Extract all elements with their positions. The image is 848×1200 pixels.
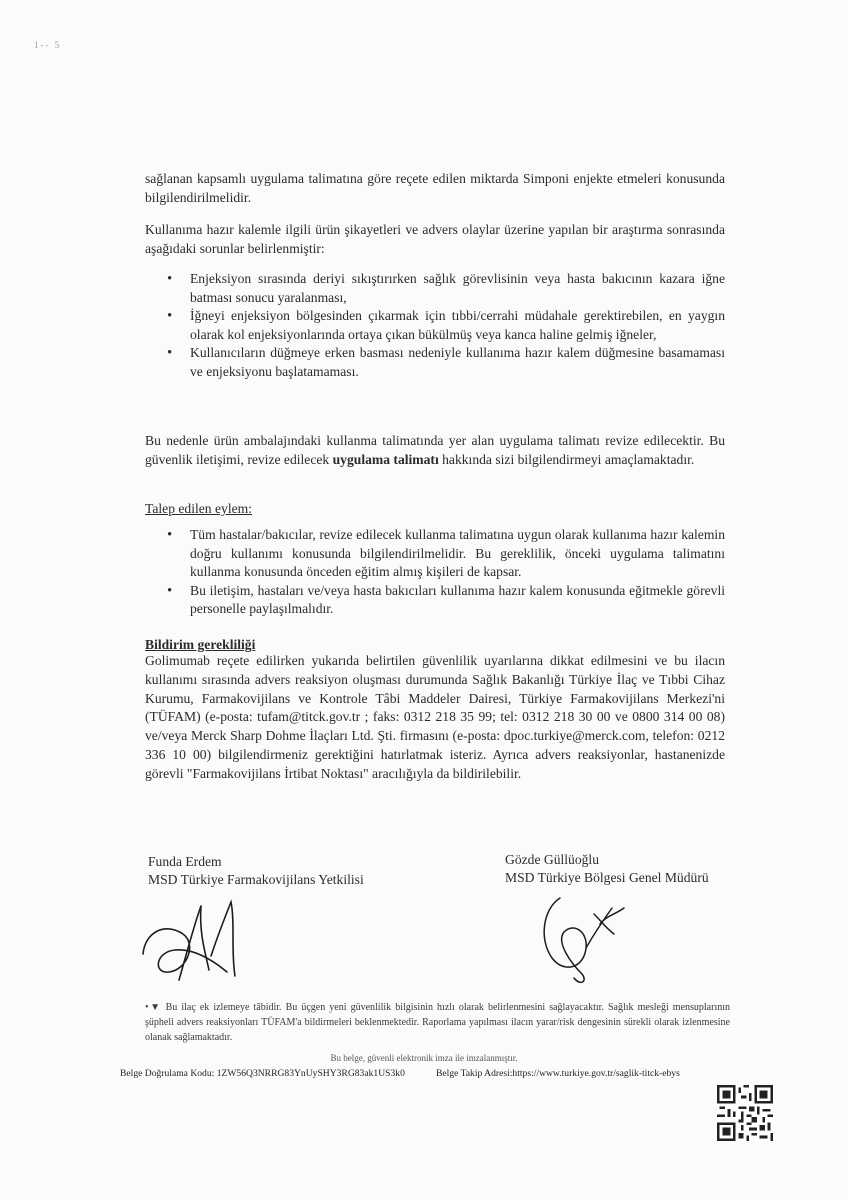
corner-mark: 1-- 5 (34, 40, 62, 50)
footnote: •▼ Bu ilaç ek izlemeye tâbidir. Bu üçgen yeni güvenlilik bilgisinin hızlı olarak belirlenmesini sağlayacaktır. Sağlık mesleği mensuplarının şüpheli advers reaksiyonları TÜFAM'a bildirmeleri beklenmektedir. Raporlama yapılması ilacın yarar/risk dengesinin sürekli olarak izlenmesine olanak sağlamaktadır. (145, 1002, 730, 1043)
e-signature-note: Bu belge, güvenli elektronik imza ile imzalanmıştır. (330, 1053, 518, 1063)
list-item: • Bu iletişim, hastaları ve/veya hasta bakıcıları kullanıma hazır kalem konusunda eğitmekle görevli personelle paylaşılmalıdır. (145, 582, 725, 619)
handwritten-signature-left (135, 892, 255, 992)
qr-code-icon (717, 1085, 773, 1141)
handwritten-signature-right (530, 878, 640, 988)
list-item: • Tüm hastalar/bakıcılar, revize edilecek kullanma talimatına uygun olarak kullanıma hazır kalemin doğru kullanımı konusunda bilgilendirilmelidir. Bu gereklilik, önceki uygulama talimatını kullanma konusunda önceden eğitim almış kişileri de kapsar. (145, 526, 725, 582)
revision-bold-term: uygulama talimatı (332, 451, 439, 467)
revision-text-start: Bu nedenle ürün ambalajındaki kullanma talimatında yer alan uygulama talimatı revize edilecektir. Bu güvenlik iletişimi, revize edilecek (145, 433, 725, 467)
reporting-heading: Bildirim gerekliliği (145, 637, 256, 652)
tracking-address[interactable]: Belge Takip Adresi:https://www.turkiye.gov.tr/saglik-titck-ebys (436, 1068, 680, 1079)
list-item: • İğneyi enjeksiyon bölgesinden çıkarmak için tıbbi/cerrahi müdahale gerektirebilen, en yaygın olarak kol enjeksiyonlarında ortaya çıkan bükülmüş veya kanca haline gelmiş iğneler, (145, 307, 725, 344)
signatory-right-title: MSD Türkiye Bölgesi Genel Müdürü (505, 870, 709, 885)
problems-list (145, 270, 725, 381)
paragraph-investigation: Kullanıma hazır kalemle ilgili ürün şikayetleri ve advers olaylar üzerine yapılan bir araştırma sonrasında aşağıdaki sorunlar belirlenmiştir: (145, 222, 725, 256)
list-item: • Kullanıcıların düğmeye erken basması nedeniyle kullanıma hazır kalem düğmesine basamaması ve enjeksiyonu başlatamaması. (145, 344, 725, 381)
signatory-left-name: Funda Erdem (148, 854, 222, 869)
signatory-left (148, 853, 364, 889)
revision-text-end: hakkında sizi bilgilendirmeyi amaçlamaktadır. (438, 451, 695, 467)
requested-action-heading: Talep edilen eylem: (145, 501, 252, 516)
paragraph-revision (145, 432, 725, 469)
signatory-left-title: MSD Türkiye Farmakovijilans Yetkilisi (148, 872, 364, 887)
verification-code: Belge Doğrulama Kodu: 1ZW56Q3NRRG83YnUySHY3RG83ak1US3k0 (120, 1068, 405, 1079)
signatory-right-name: Gözde Güllüoğlu (505, 852, 600, 867)
list-item: • Enjeksiyon sırasında deriyi sıkıştırırken sağlık görevlisinin veya hasta bakıcının kazara iğne batması sonucu yaralanması, (145, 270, 725, 307)
actions-list (145, 526, 725, 619)
paragraph-reporting: Golimumab reçete edilirken yukarıda belirtilen güvenlilik uyarılarına dikkat edilmesini ve bu ilacın kullanımı sırasında advers reaksiyon oluşması durumunda Sağlık Bakanlığı Türkiye İlaç ve Tıbbi Cihaz Kurumu, Farmakovijilans ve Kontrole Tâbi Maddeler Dairesi, Türkiye Farmakovijilans Merkezi'ni (TÜFAM) (e-posta: tufam@titck.gov.tr ; faks: 0312 218 35 99; tel: 0312 218 30 00 ve 0800 314 00 08) ve/veya Merck Sharp Dohme İlaçları Ltd. Şti. firmasını (e-posta: dpoc.turkiye@merck.com, telefon: 0212 336 10 00) bilgilendirmeniz gerektiğini hatırlatmak isteriz. Ayrıca advers reaksiyonlar, hastanenizde görevli "Farmakovijilans İrtibat Noktası" aracılığıyla da bildirilebilir. (145, 653, 725, 781)
paragraph-instructions: sağlanan kapsamlı uygulama talimatına göre reçete edilen miktarda Simponi enjekte etmeleri konusunda bilgilendirilmelidir. (145, 171, 725, 205)
